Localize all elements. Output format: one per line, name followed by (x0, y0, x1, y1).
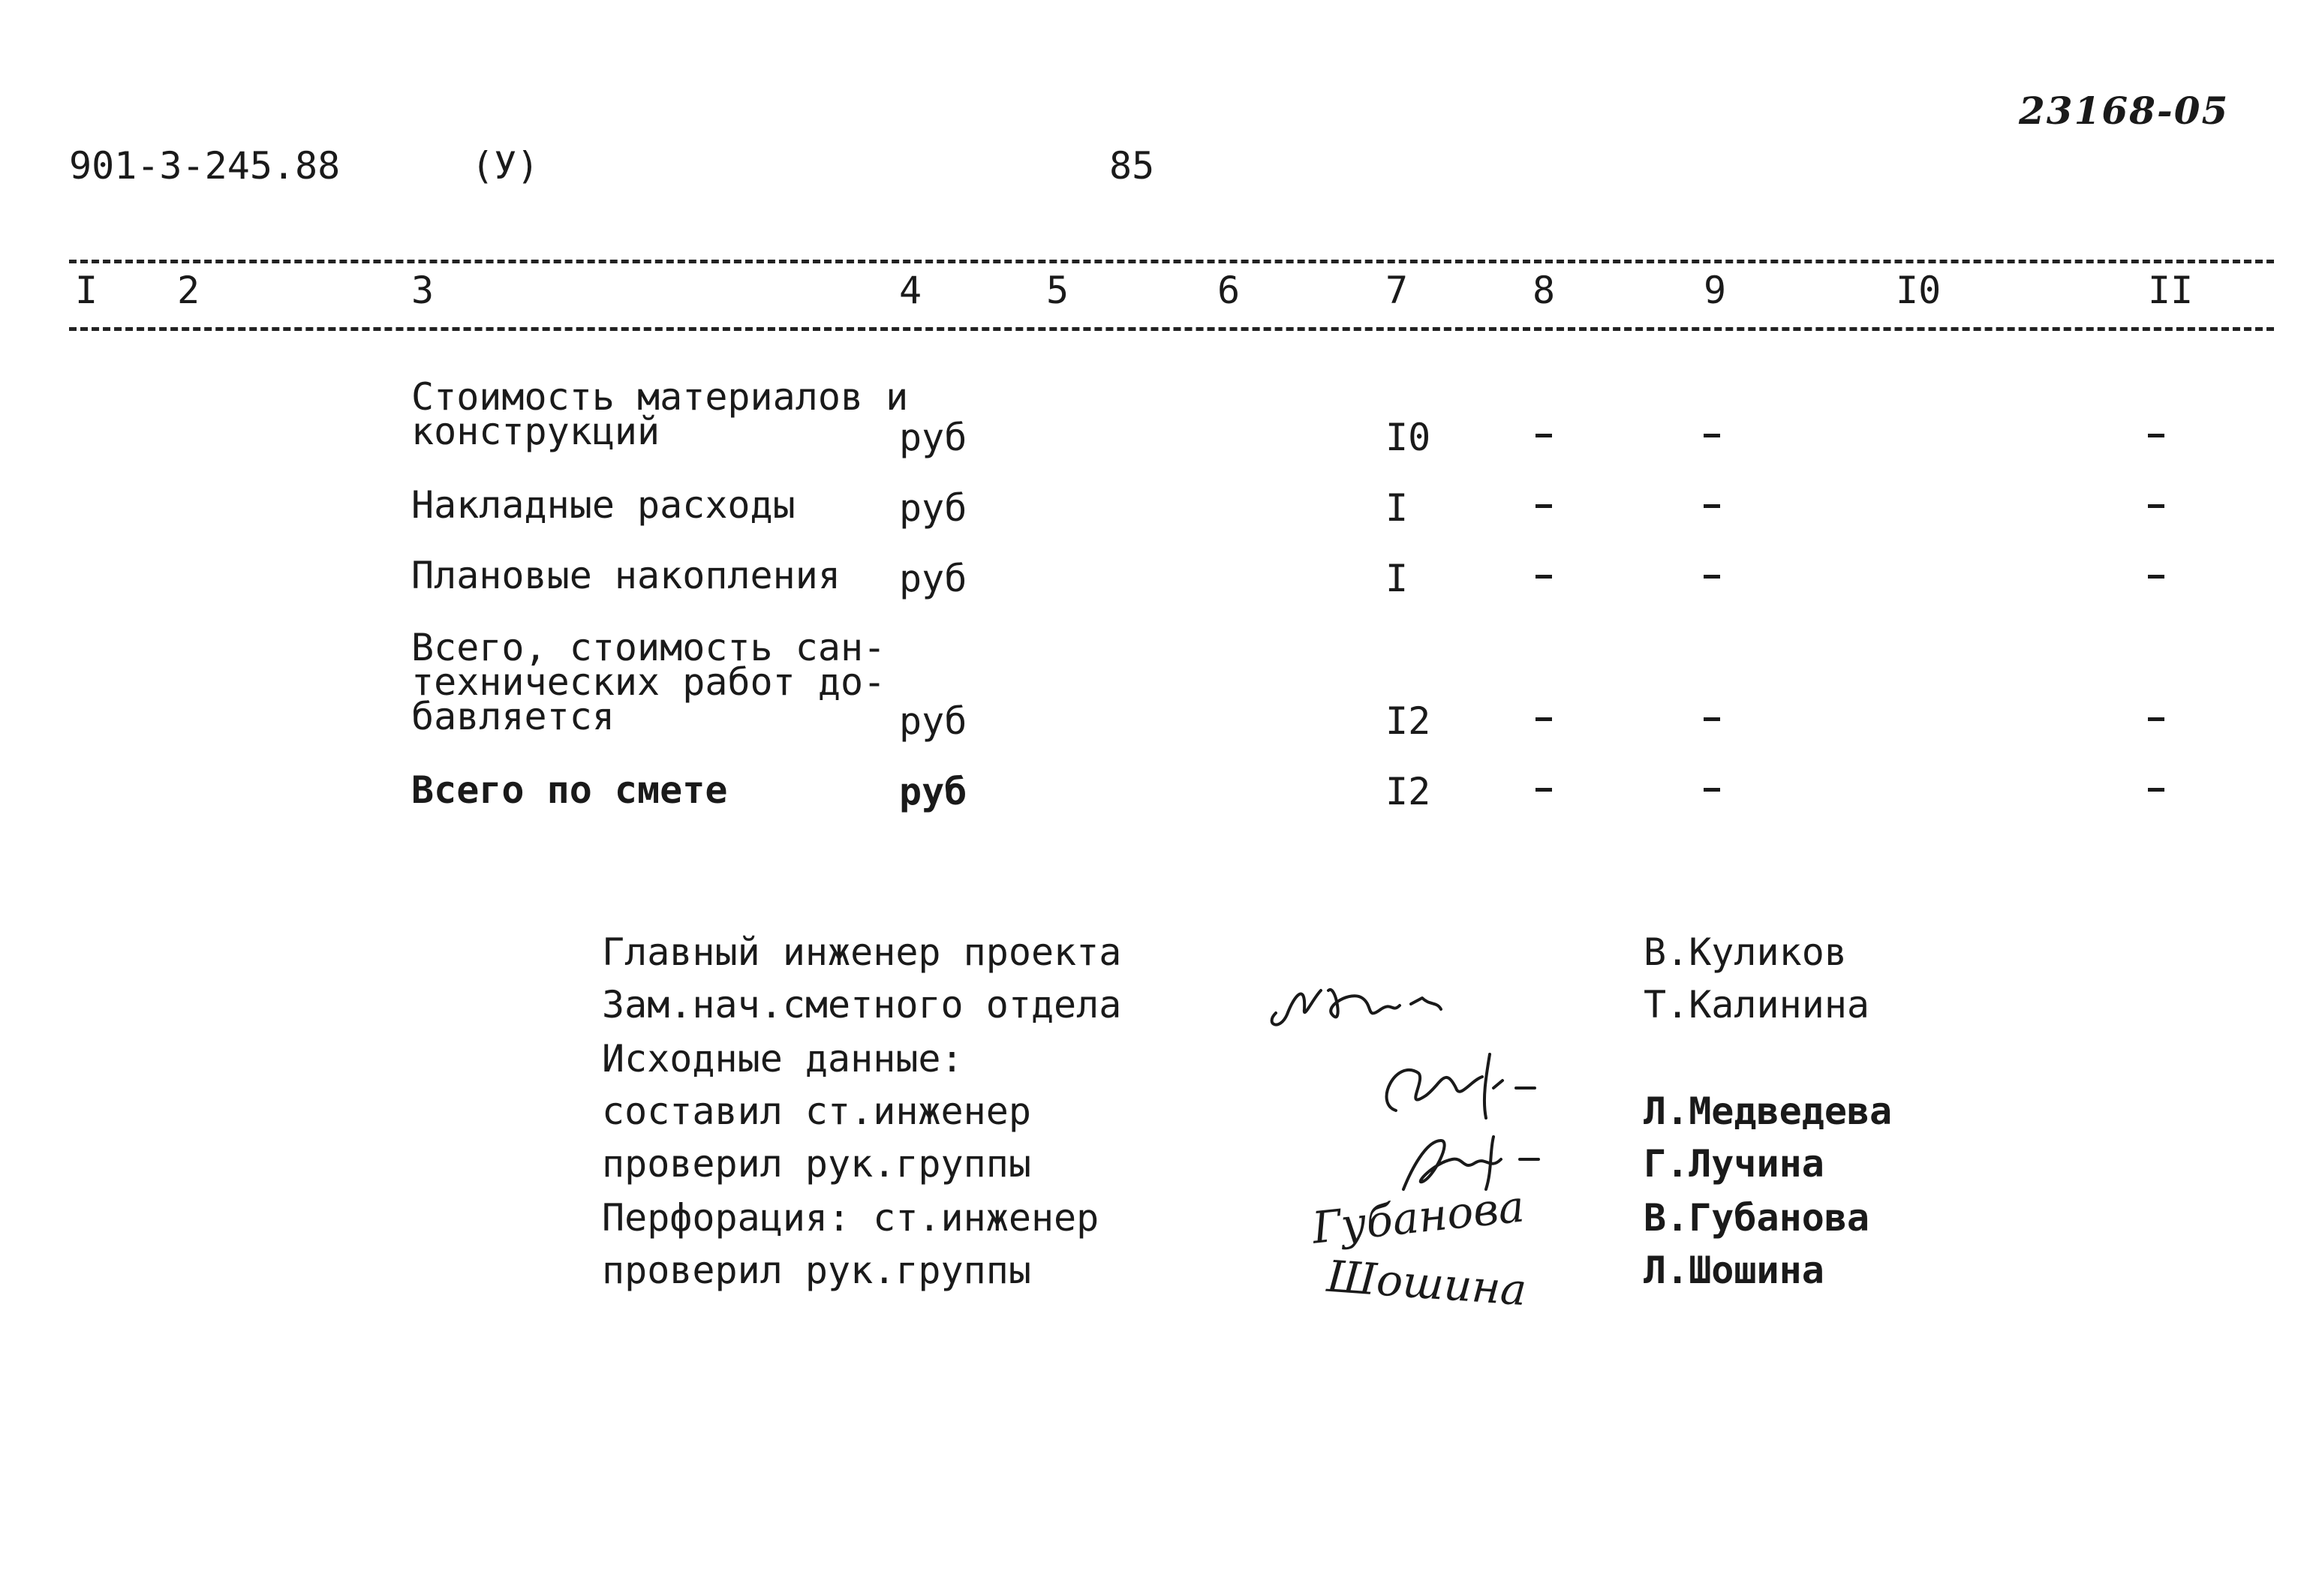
row-col7-value: I0 (1385, 416, 1431, 459)
col-header-5: 5 (1046, 269, 1069, 312)
name-medvedeva: Л.Медведева (1644, 1090, 1893, 1133)
header-top-rule (69, 260, 2274, 263)
row-col7-value: I (1385, 557, 1409, 600)
col-header-1: I (75, 269, 98, 312)
role-source-data: Исходные данные: (602, 1037, 964, 1081)
row-label: Накладные расходы (411, 483, 796, 527)
col-header-10: I0 (1896, 269, 1942, 312)
row-col7-value: I2 (1385, 770, 1431, 813)
row-col11-dash (2148, 717, 2164, 721)
row-col7-value: I2 (1385, 699, 1431, 743)
name-kalinina: Т.Калинина (1644, 983, 1870, 1026)
col-header-8: 8 (1532, 269, 1556, 312)
signature-shoshina: Шошина (1325, 1250, 1529, 1316)
row-col9-dash (1704, 575, 1720, 579)
row-col11-dash (2148, 434, 2164, 437)
role-chief-engineer: Главный инженер проекта (602, 930, 1122, 974)
role-perforation: Перфорация: ст.инженер (602, 1196, 1099, 1240)
name-kulikov: В.Куликов (1644, 930, 1847, 974)
signature-gubanova: Губанова (1310, 1180, 1527, 1254)
col-header-4: 4 (899, 269, 922, 312)
row-col8-dash (1535, 504, 1552, 508)
col-header-11: II (2148, 269, 2194, 312)
page-number: 85 (1109, 144, 1155, 188)
row-label: Всего, стоимость сан- технических работ до- бавляется (411, 626, 886, 738)
row-col8-dash (1535, 788, 1552, 792)
col-header-2: 2 (177, 269, 200, 312)
row-col9-dash (1704, 504, 1720, 508)
role-perforation-checked-by: проверил рук.группы (602, 1249, 1031, 1292)
row-unit: руб (899, 416, 967, 459)
row-col9-dash (1704, 788, 1720, 792)
col-header-3: 3 (411, 269, 435, 312)
row-col11-dash (2148, 788, 2164, 792)
name-shoshina: Л.Шошина (1644, 1249, 1824, 1292)
row-label: Всего по смете (411, 768, 728, 812)
archive-number: 23168-05 (2019, 89, 2230, 133)
row-col8-dash (1535, 434, 1552, 437)
row-unit: руб (899, 486, 967, 530)
row-col11-dash (2148, 575, 2164, 579)
role-compiled-by: составил ст.инженер (602, 1090, 1031, 1133)
name-luchina: Г.Лучина (1644, 1142, 1824, 1186)
role-deputy-head: Зам.нач.сметного отдела (602, 983, 1122, 1026)
row-col8-dash (1535, 575, 1552, 579)
document-code: 901-3-245.88 (69, 144, 341, 188)
role-checked-by: проверил рук.группы (602, 1142, 1031, 1186)
col-header-6: 6 (1217, 269, 1241, 312)
row-col11-dash (2148, 504, 2164, 508)
col-header-7: 7 (1385, 269, 1409, 312)
row-unit: руб (899, 557, 967, 600)
col-header-9: 9 (1704, 269, 1727, 312)
row-unit: руб (899, 699, 967, 743)
row-unit: руб (899, 770, 967, 813)
document-variant: (У) (471, 144, 540, 188)
row-col9-dash (1704, 717, 1720, 721)
row-col9-dash (1704, 434, 1720, 437)
signature-medvedeva (1373, 1043, 1569, 1126)
name-gubanova: В.Губанова (1644, 1196, 1870, 1240)
row-col8-dash (1535, 717, 1552, 721)
signature-kalinina (1261, 968, 1471, 1035)
row-label: Плановые накопления (411, 554, 841, 597)
header-bottom-rule (69, 327, 2274, 331)
row-col7-value: I (1385, 486, 1409, 530)
row-label: Стоимость материалов и конструкций (411, 375, 909, 453)
